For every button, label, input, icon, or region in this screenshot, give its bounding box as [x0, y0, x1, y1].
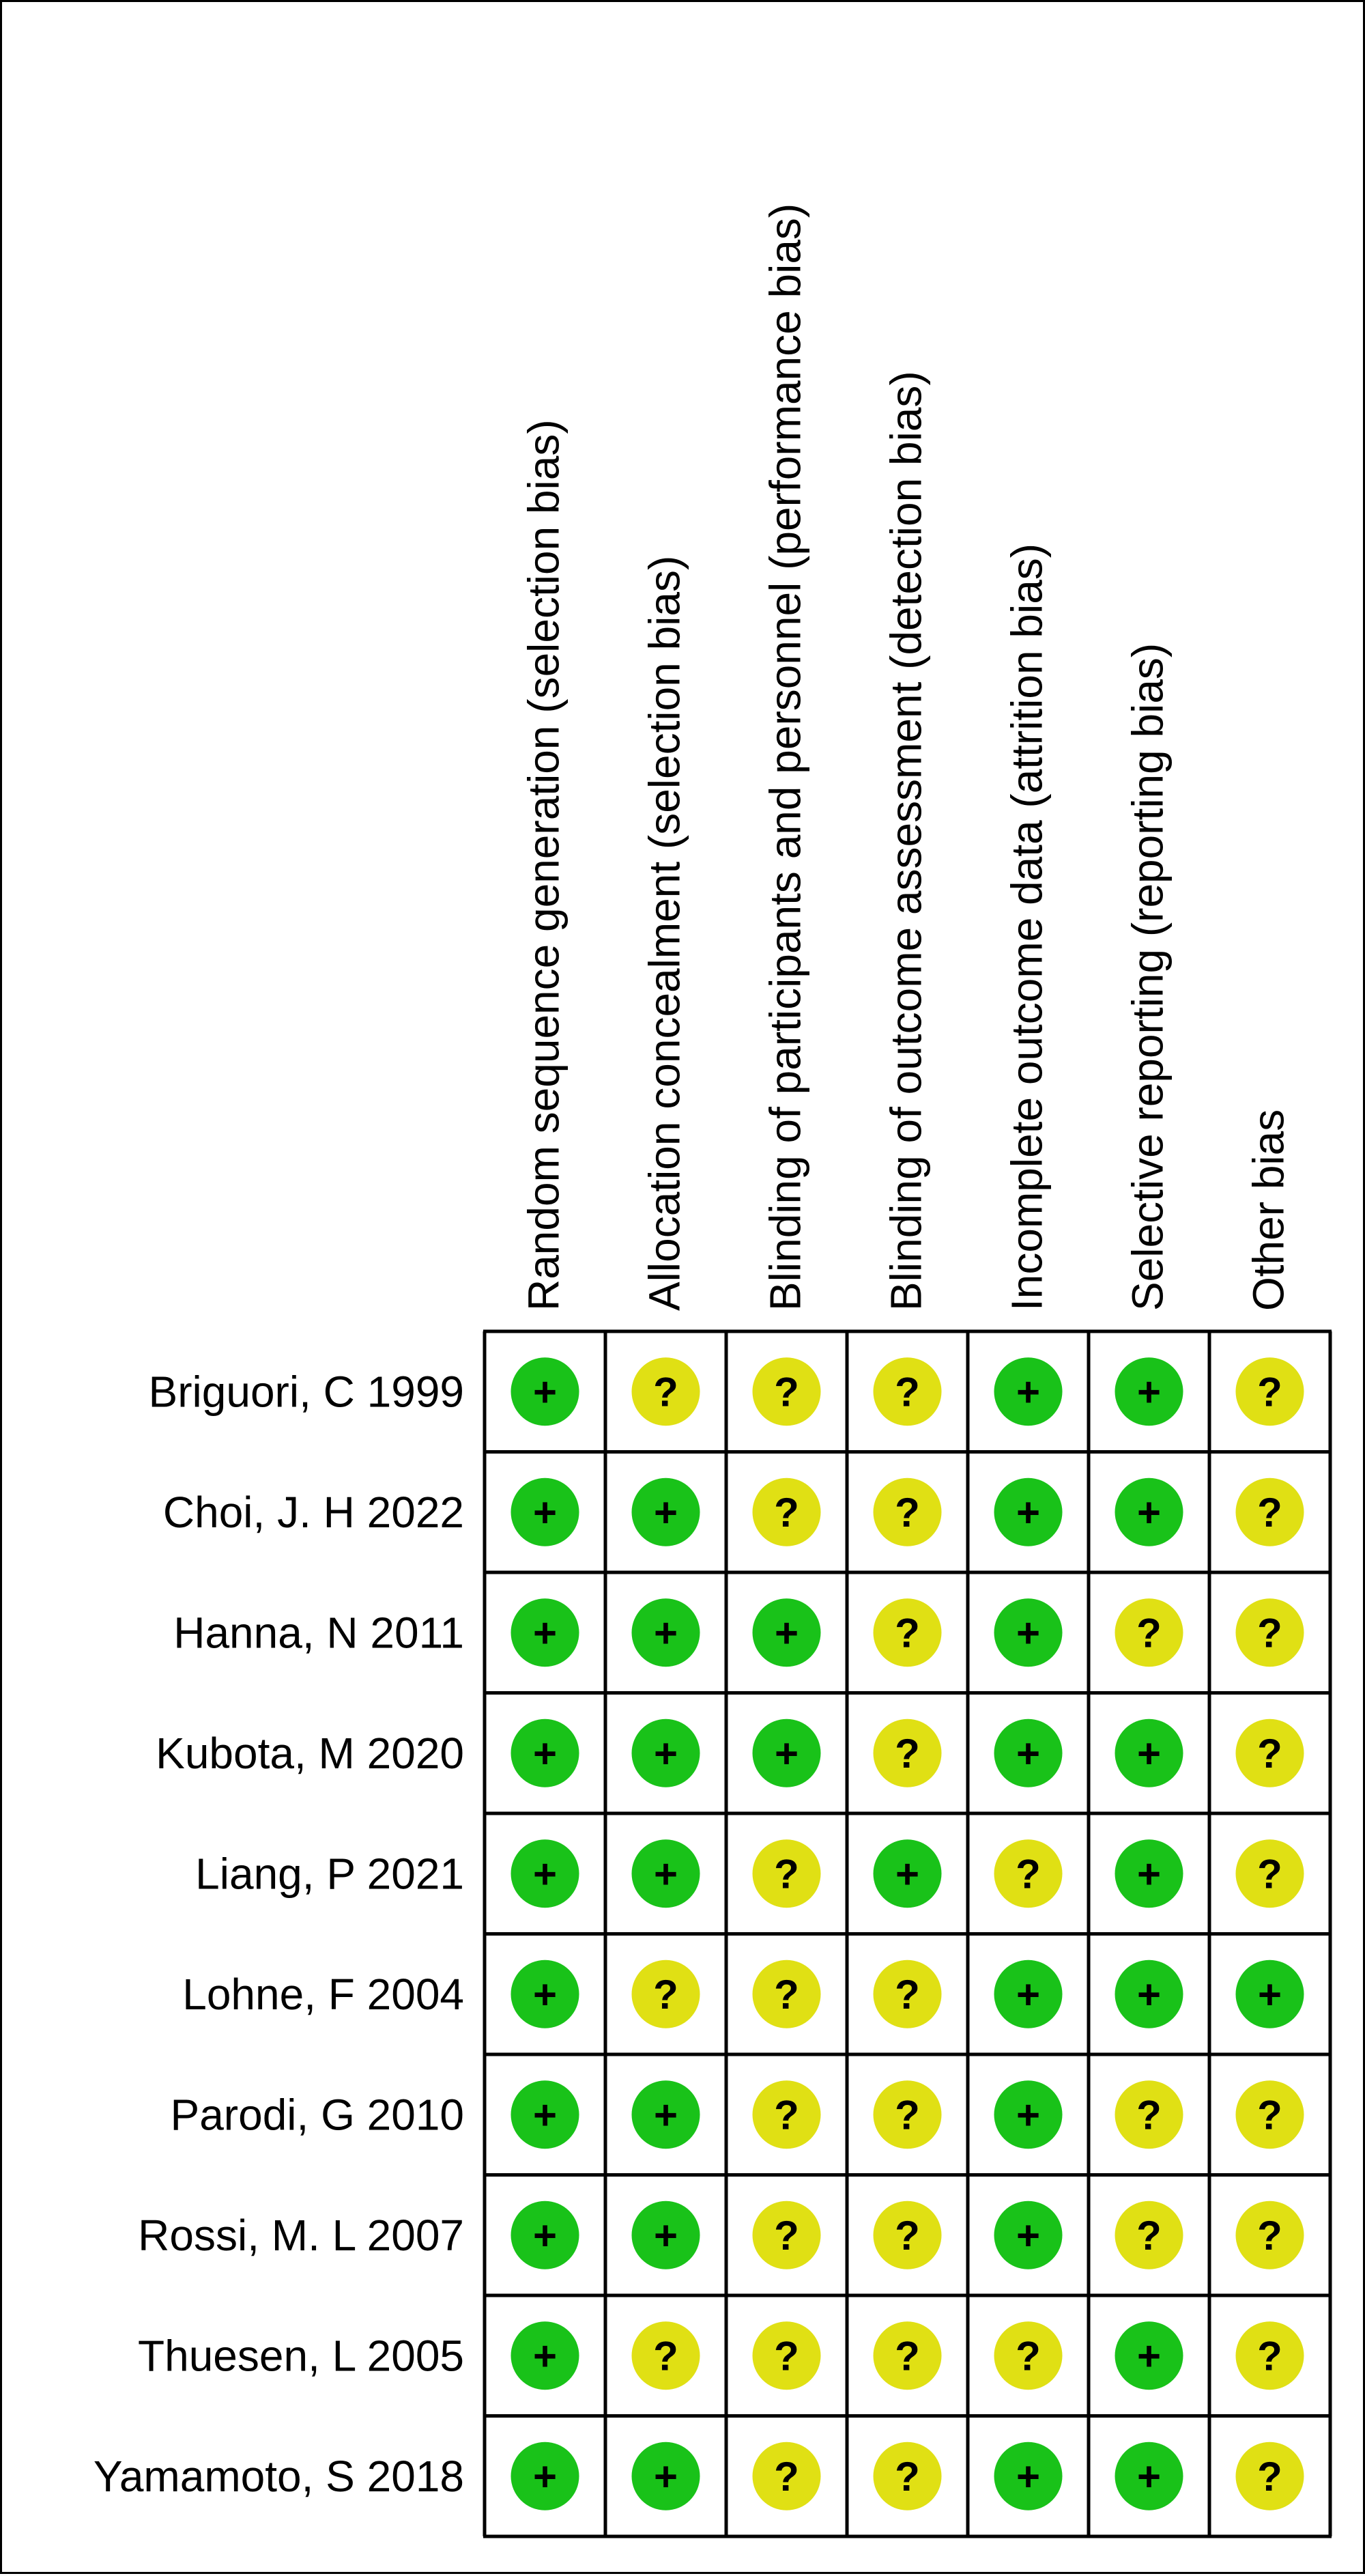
plus-icon: + — [1136, 1851, 1162, 1897]
low-risk-mark — [1115, 1357, 1183, 1426]
study-label: Parodi, G 2010 — [170, 2090, 464, 2140]
study-label: Lohne, F 2004 — [182, 1969, 464, 2019]
low-risk-mark — [994, 1598, 1063, 1667]
unclear-risk-mark — [753, 1839, 821, 1908]
unclear-risk-mark — [753, 1357, 821, 1426]
low-risk-mark — [632, 2201, 700, 2269]
question-icon: ? — [774, 2092, 799, 2138]
question-icon: ? — [895, 2092, 920, 2138]
question-icon: ? — [1136, 1610, 1162, 1656]
unclear-risk-mark — [874, 2321, 942, 2390]
plus-icon: + — [1016, 1971, 1041, 2018]
low-risk-mark — [994, 1719, 1063, 1787]
low-risk-mark — [632, 1478, 700, 1546]
domain-labels — [519, 203, 1293, 1311]
plus-icon: + — [532, 2333, 558, 2379]
low-risk-mark — [632, 2080, 700, 2149]
question-icon: ? — [774, 1971, 799, 2018]
study-label: Liang, P 2021 — [195, 1849, 464, 1899]
low-risk-mark — [511, 2080, 579, 2149]
unclear-risk-mark — [874, 1357, 942, 1426]
low-risk-mark — [994, 1960, 1063, 2028]
low-risk-mark — [511, 2201, 579, 2269]
plus-icon: + — [532, 2212, 558, 2259]
study-label: Yamamoto, S 2018 — [93, 2451, 464, 2501]
low-risk-mark — [874, 1839, 942, 1908]
domain-label: Other bias — [1244, 1109, 1293, 1311]
study-labels — [94, 1367, 464, 2501]
risk-of-bias-chart — [2, 2, 1365, 2576]
question-icon: ? — [895, 1971, 920, 2018]
question-icon: ? — [653, 2333, 678, 2379]
unclear-risk-mark — [874, 1478, 942, 1546]
domain-label: Allocation concealment (selection bias) — [640, 555, 689, 1311]
unclear-risk-mark — [1115, 1598, 1183, 1667]
question-icon: ? — [653, 1971, 678, 2018]
domain-label: Blinding of participants and personnel (performance bias) — [760, 203, 810, 1311]
unclear-risk-mark — [994, 2321, 1063, 2390]
study-label: Thuesen, L 2005 — [138, 2331, 464, 2381]
unclear-risk-mark — [753, 2321, 821, 2390]
question-icon: ? — [774, 1851, 799, 1897]
domain-label: Selective reporting (reporting bias) — [1123, 642, 1173, 1311]
unclear-risk-mark — [874, 2201, 942, 2269]
question-icon: ? — [1016, 2333, 1041, 2379]
low-risk-mark — [511, 1478, 579, 1546]
plus-icon: + — [1016, 1610, 1041, 1656]
plus-icon: + — [532, 1369, 558, 1415]
plus-icon: + — [653, 1489, 678, 1535]
plus-icon: + — [1016, 1369, 1041, 1415]
question-icon: ? — [895, 2453, 920, 2500]
study-label: Kubota, M 2020 — [156, 1728, 464, 1778]
plus-icon: + — [1136, 2333, 1162, 2379]
question-icon: ? — [774, 2333, 799, 2379]
plus-icon: + — [1136, 1971, 1162, 2018]
plus-icon: + — [532, 1489, 558, 1535]
plus-icon: + — [1016, 2453, 1041, 2500]
low-risk-mark — [994, 2201, 1063, 2269]
low-risk-mark — [1115, 1960, 1183, 2028]
plus-icon: + — [1136, 1369, 1162, 1415]
low-risk-mark — [1115, 2442, 1183, 2510]
low-risk-mark — [1115, 1719, 1183, 1787]
unclear-risk-mark — [874, 1598, 942, 1667]
low-risk-mark — [1236, 1960, 1304, 2028]
unclear-risk-mark — [753, 2201, 821, 2269]
unclear-risk-mark — [1236, 1357, 1304, 1426]
plus-icon: + — [1136, 1489, 1162, 1535]
question-icon: ? — [1257, 2212, 1282, 2259]
question-icon: ? — [895, 1489, 920, 1535]
question-icon: ? — [1257, 2333, 1282, 2379]
unclear-risk-mark — [874, 2442, 942, 2510]
low-risk-mark — [511, 1598, 579, 1667]
unclear-risk-mark — [874, 2080, 942, 2149]
domain-label: Random sequence generation (selection bias) — [519, 419, 569, 1311]
plus-icon: + — [653, 1610, 678, 1656]
plus-icon: + — [1136, 1730, 1162, 1777]
low-risk-mark — [511, 1719, 579, 1787]
study-label: Hanna, N 2011 — [173, 1608, 464, 1658]
plus-icon: + — [1016, 1730, 1041, 1777]
plus-icon: + — [1016, 2092, 1041, 2138]
plus-icon: + — [653, 1730, 678, 1777]
question-icon: ? — [1136, 2212, 1162, 2259]
unclear-risk-mark — [1236, 1598, 1304, 1667]
plus-icon: + — [653, 2453, 678, 2500]
study-label: Briguori, C 1999 — [148, 1367, 464, 1417]
question-icon: ? — [774, 2212, 799, 2259]
unclear-risk-mark — [753, 1478, 821, 1546]
question-icon: ? — [895, 1730, 920, 1777]
question-icon: ? — [1257, 1489, 1282, 1535]
low-risk-mark — [994, 2442, 1063, 2510]
question-icon: ? — [653, 1369, 678, 1415]
unclear-risk-mark — [632, 2321, 700, 2390]
question-icon: ? — [774, 2453, 799, 2500]
plus-icon: + — [774, 1730, 799, 1777]
plus-icon: + — [774, 1610, 799, 1656]
low-risk-mark — [511, 1839, 579, 1908]
unclear-risk-mark — [753, 1960, 821, 2028]
low-risk-mark — [994, 1478, 1063, 1546]
plus-icon: + — [532, 1851, 558, 1897]
question-icon: ? — [1257, 2092, 1282, 2138]
plus-icon: + — [1016, 1489, 1041, 1535]
plus-icon: + — [532, 2453, 558, 2500]
plus-icon: + — [895, 1851, 920, 1897]
question-icon: ? — [774, 1369, 799, 1415]
plus-icon: + — [653, 2092, 678, 2138]
low-risk-mark — [753, 1719, 821, 1787]
plus-icon: + — [532, 1610, 558, 1656]
question-icon: ? — [1136, 2092, 1162, 2138]
study-label: Choi, J. H 2022 — [162, 1487, 464, 1537]
unclear-risk-mark — [753, 2080, 821, 2149]
low-risk-mark — [511, 1357, 579, 1426]
low-risk-mark — [994, 1357, 1063, 1426]
plus-icon: + — [653, 1851, 678, 1897]
unclear-risk-mark — [1115, 2201, 1183, 2269]
low-risk-mark — [1115, 2321, 1183, 2390]
unclear-risk-mark — [1236, 1478, 1304, 1546]
low-risk-mark — [1115, 1478, 1183, 1546]
unclear-risk-mark — [994, 1839, 1063, 1908]
low-risk-mark — [632, 2442, 700, 2510]
question-icon: ? — [1257, 1369, 1282, 1415]
plus-icon: + — [532, 2092, 558, 2138]
low-risk-mark — [511, 1960, 579, 2028]
low-risk-mark — [632, 1719, 700, 1787]
plus-icon: + — [1016, 2212, 1041, 2259]
low-risk-mark — [632, 1839, 700, 1908]
low-risk-mark — [753, 1598, 821, 1667]
question-icon: ? — [774, 1489, 799, 1535]
question-icon: ? — [895, 1369, 920, 1415]
unclear-risk-mark — [1236, 1839, 1304, 1908]
unclear-risk-mark — [1115, 2080, 1183, 2149]
low-risk-mark — [511, 2442, 579, 2510]
low-risk-mark — [994, 2080, 1063, 2149]
unclear-risk-mark — [1236, 1719, 1304, 1787]
unclear-risk-mark — [632, 1357, 700, 1426]
question-icon: ? — [1257, 1610, 1282, 1656]
low-risk-mark — [511, 2321, 579, 2390]
unclear-risk-mark — [1236, 2321, 1304, 2390]
unclear-risk-mark — [753, 2442, 821, 2510]
domain-label: Incomplete outcome data (attrition bias) — [1002, 543, 1052, 1311]
plus-icon: + — [653, 2212, 678, 2259]
plus-icon: + — [532, 1730, 558, 1777]
question-icon: ? — [895, 2212, 920, 2259]
low-risk-mark — [632, 1598, 700, 1667]
unclear-risk-mark — [632, 1960, 700, 2028]
unclear-risk-mark — [1236, 2442, 1304, 2510]
unclear-risk-mark — [1236, 2201, 1304, 2269]
low-risk-mark — [1115, 1839, 1183, 1908]
question-icon: ? — [1257, 2453, 1282, 2500]
unclear-risk-mark — [1236, 2080, 1304, 2149]
question-icon: ? — [1257, 1851, 1282, 1897]
study-label: Rossi, M. L 2007 — [138, 2210, 464, 2260]
plus-icon: + — [532, 1971, 558, 2018]
question-icon: ? — [895, 1610, 920, 1656]
unclear-risk-mark — [874, 1719, 942, 1787]
plus-icon: + — [1136, 2453, 1162, 2500]
unclear-risk-mark — [874, 1960, 942, 2028]
plus-icon: + — [1257, 1971, 1282, 2018]
question-icon: ? — [1257, 1730, 1282, 1777]
question-icon: ? — [1016, 1851, 1041, 1897]
question-icon: ? — [895, 2333, 920, 2379]
domain-label: Blinding of outcome assessment (detection bias) — [881, 371, 931, 1311]
